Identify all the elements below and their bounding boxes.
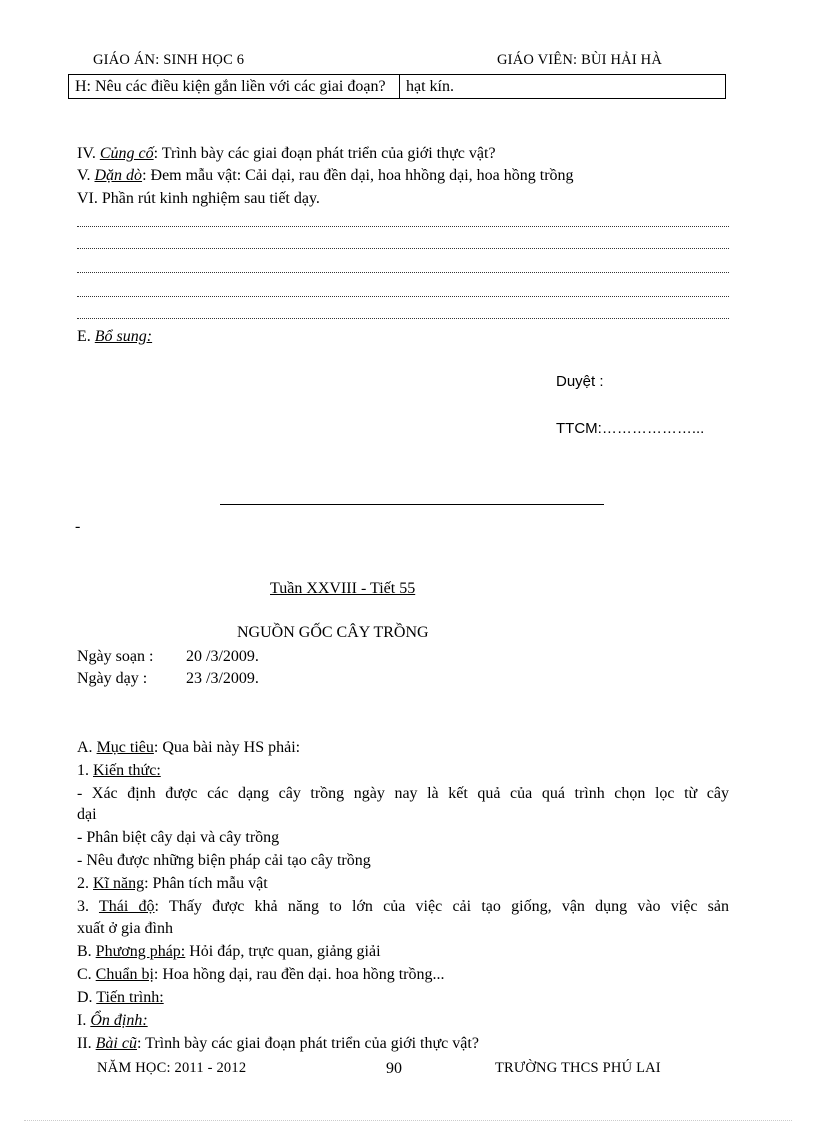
skills-line: 2. Kĩ năng: Phân tích mẫu vật <box>77 875 268 892</box>
objective-line-cont: dại <box>77 806 97 823</box>
date-soan-label: Ngày soạn : <box>77 648 154 665</box>
section-v: V. Dặn dò: Đem mẫu vật: Cải dại, rau đền dại, hoa hhồng dại, hoa hồng trồng <box>77 167 574 184</box>
date-soan-value: 20 /3/2009. <box>186 648 259 665</box>
attitude-line: 3. Thái độ: Thấy được khả năng to lớn của việc cải tạo giống, vận dụng vào việc sản <box>77 898 729 915</box>
question-table <box>68 74 726 99</box>
footer-school: TRƯỜNG THCS PHÚ LAI <box>495 1060 661 1076</box>
date-day-value: 23 /3/2009. <box>186 670 259 687</box>
week-heading: Tuần XXVIII - Tiết 55 <box>270 580 416 597</box>
separator-line <box>220 504 604 505</box>
knowledge-heading: 1. Kiến thức: <box>77 762 161 779</box>
oldlesson-line: II. Bài cũ: Trình bày các giai đoạn phát triển của giới thực vật? <box>77 1035 479 1052</box>
dash-mark: - <box>75 518 81 535</box>
dotted-line <box>77 224 729 227</box>
objective-line: - Phân biệt cây dại và cây trồng <box>77 829 280 846</box>
section-iv: IV. Củng cố: Trình bày các giai đoạn phát triển của giới thực vật? <box>77 145 496 162</box>
attitude-line-cont: xuất ở gia đình <box>77 920 173 937</box>
dotted-line <box>77 294 729 297</box>
approval-ttcm: TTCM:………………... <box>556 420 705 437</box>
process-line: D. Tiến trình: <box>77 989 164 1006</box>
header-teacher: GIÁO VIÊN: BÙI HẢI HÀ <box>497 52 663 68</box>
dotted-line <box>77 316 729 319</box>
header-subject: GIÁO ÁN: SINH HỌC 6 <box>93 52 245 68</box>
page-number: 90 <box>386 1060 402 1077</box>
footer-year: NĂM HỌC: 2011 - 2012 <box>97 1060 247 1076</box>
dotted-line <box>77 270 729 273</box>
question-cell: H: Nêu các điều kiện gắn liền với các giai đoạn? <box>69 75 400 99</box>
objective-line: - Nêu được những biện pháp cải tạo cây trồng <box>77 852 371 869</box>
prep-line: C. Chuẩn bị: Hoa hồng dại, rau đền dại. hoa hồng trồng... <box>77 966 445 983</box>
section-vi: VI. Phần rút kinh nghiệm sau tiết dạy. <box>77 190 320 207</box>
approval-duyet: Duyệt : <box>556 373 604 390</box>
objective-line: - Xác định được các dạng cây trồng ngày nay là kết quả của quá trình chọn lọc từ cây <box>77 785 729 802</box>
page-edge <box>24 1120 792 1121</box>
section-e: E. Bổ sung: <box>77 328 153 345</box>
stabilize-line: I. Ổn định: <box>77 1012 148 1029</box>
objectives-heading: A. Mục tiêu: Qua bài này HS phải: <box>77 739 301 756</box>
lesson-title: NGUỒN GỐC CÂY TRỒNG <box>237 624 429 641</box>
dotted-line <box>77 246 729 249</box>
answer-cell: hạt kín. <box>400 75 726 99</box>
date-day-label: Ngày dạy : <box>77 670 148 687</box>
method-line: B. Phương pháp: Hỏi đáp, trực quan, giảng giải <box>77 943 381 960</box>
